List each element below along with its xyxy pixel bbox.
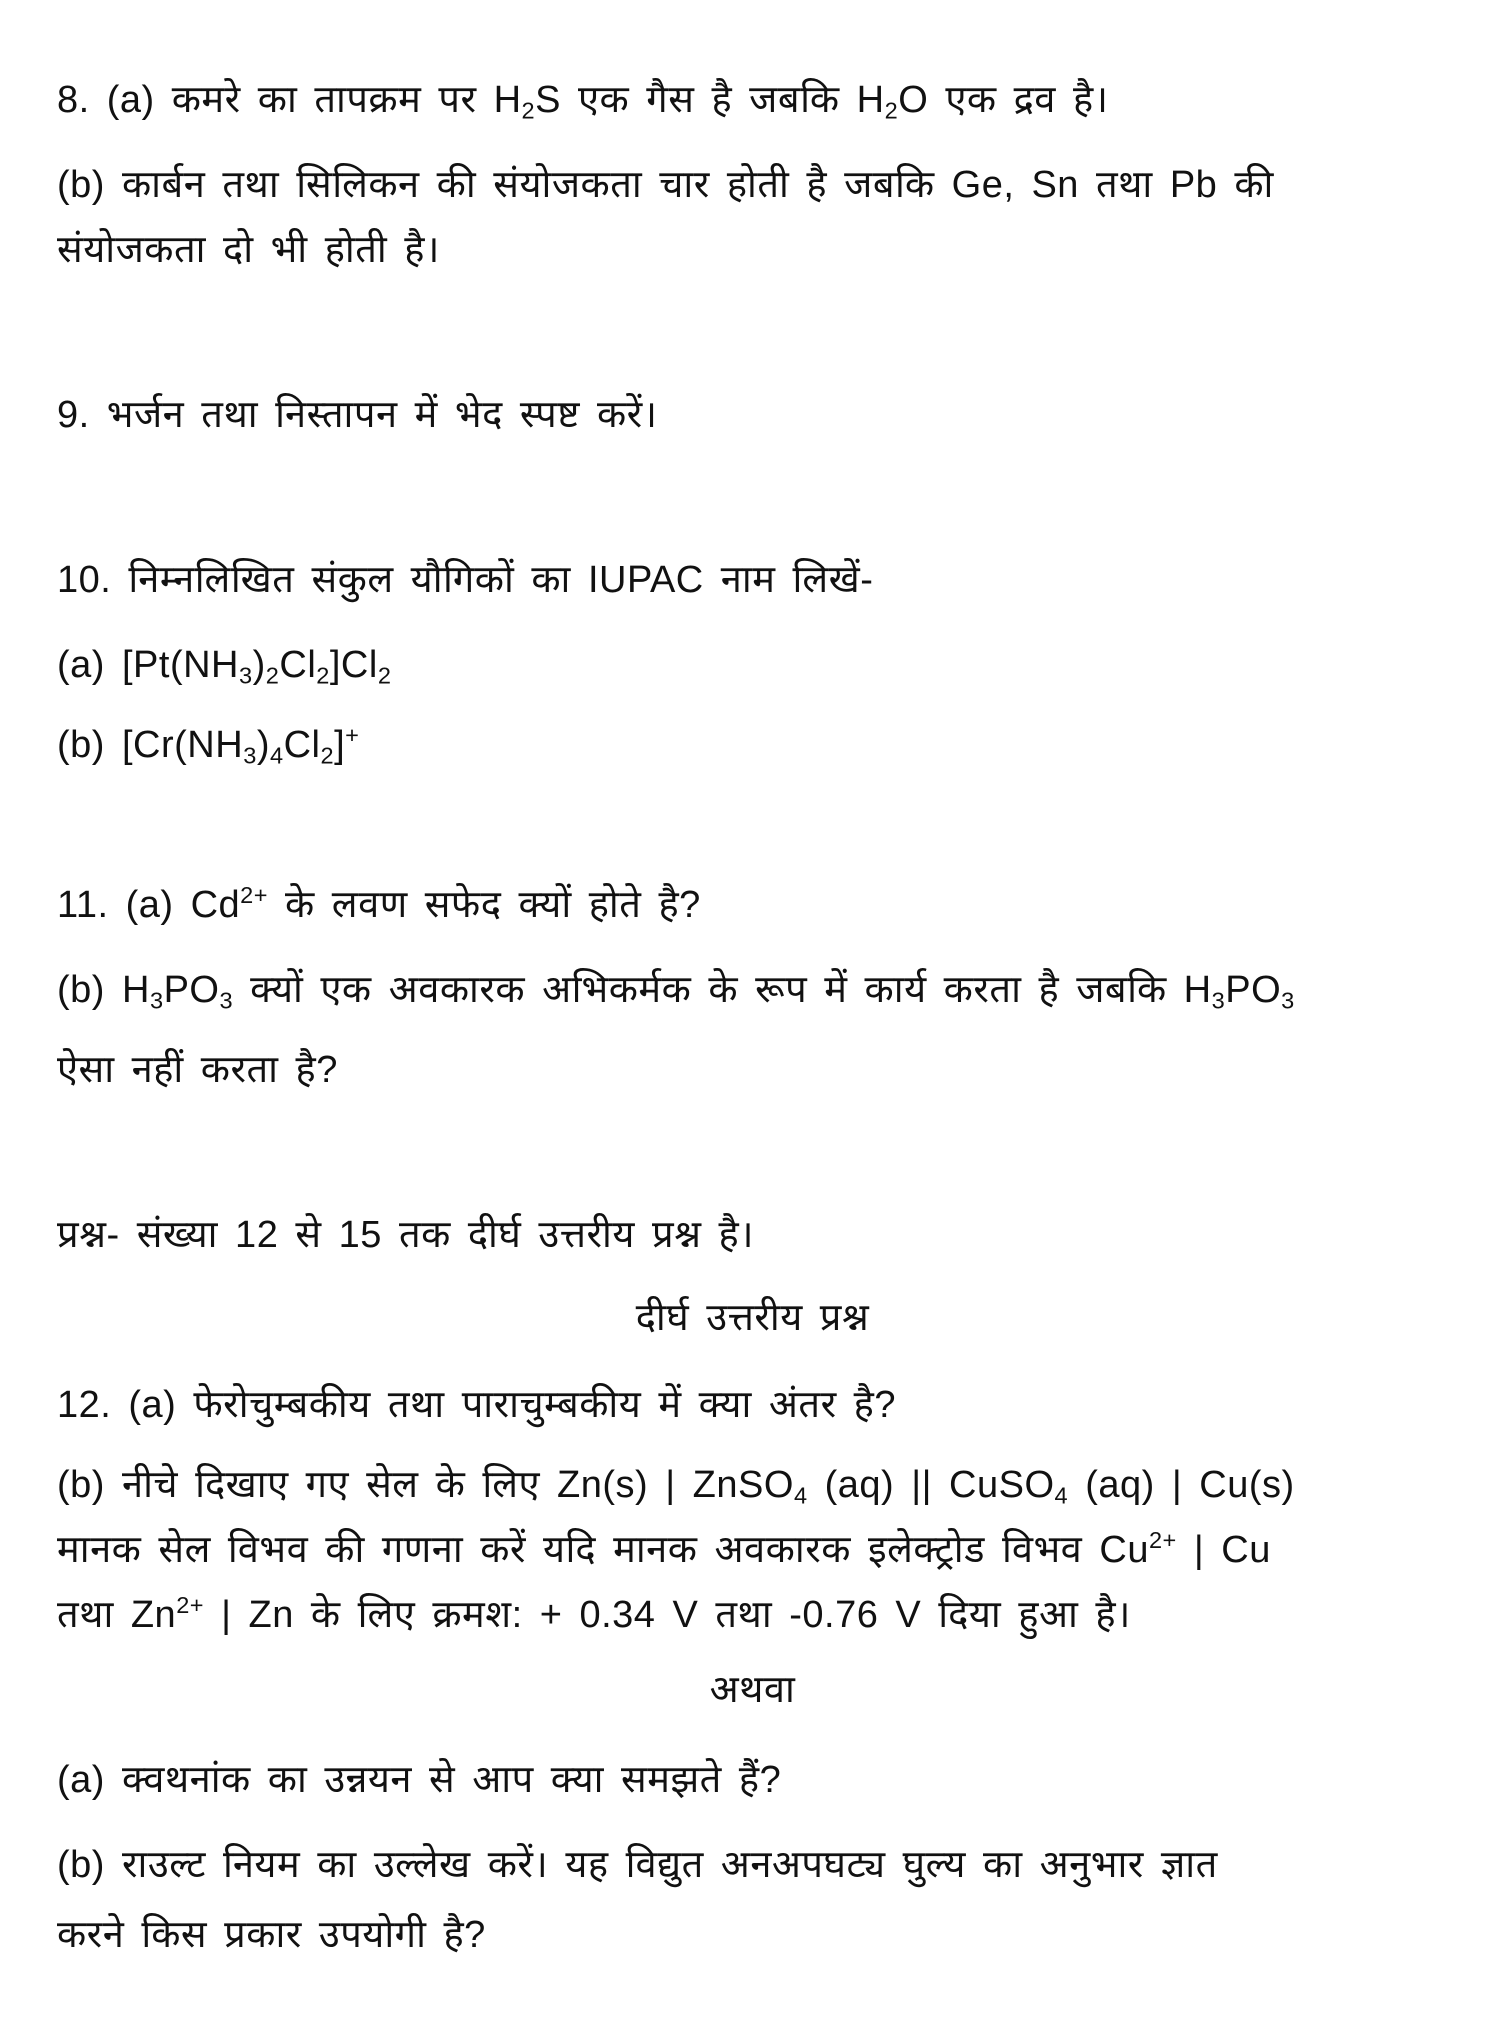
question-10-line-3 <box>57 720 359 770</box>
text-segment: PO <box>1225 969 1282 1011</box>
text-segment: ]Cl <box>329 644 378 686</box>
text-segment: (a) [Pt(NH <box>57 644 239 686</box>
subscript: 4 <box>793 1482 808 1509</box>
question-12-line-3 <box>57 1525 1271 1575</box>
text-segment: (b) [Cr(NH <box>57 724 244 766</box>
question-12-alt-line-2 <box>57 1840 1218 1890</box>
subscript: 2 <box>320 742 335 769</box>
question-11-line-3 <box>57 1045 338 1095</box>
question-12-line-4 <box>57 1590 1131 1640</box>
subscript: 3 <box>243 742 257 769</box>
question-8-line-3 <box>57 225 440 275</box>
text-segment: (b) राउल्ट नियम का उल्लेख करें। यह विद्युत अनअपघट्य घुल्य का अनुभार ज्ञात <box>57 1844 1218 1886</box>
subscript: 2 <box>316 662 330 689</box>
text-segment: क्यों एक अवकारक अभिकर्मक के रूप में कार्य करता है जबकि H <box>233 969 1212 1011</box>
question-note-line-1 <box>57 1210 754 1260</box>
text-segment: 10. निम्नलिखित संकुल यौगिकों का IUPAC नाम लिखें- <box>57 559 874 601</box>
subscript: 3 <box>149 987 164 1014</box>
superscript: 2+ <box>1148 1526 1177 1553</box>
subscript: 2 <box>521 97 536 124</box>
or-separator: अथवा <box>709 1669 796 1711</box>
text-segment: 9. भर्जन तथा निस्तापन में भेद स्पष्ट करें। <box>57 394 658 436</box>
text-segment: (b) नीचे दिखाए गए सेल के लिए Zn(s) | ZnSO <box>57 1464 794 1506</box>
subscript: 4 <box>1054 1482 1069 1509</box>
text-segment: | Zn के लिए क्रमश: + 0.34 V तथा -0.76 V दिया हुआ है। <box>204 1594 1131 1636</box>
question-8-line-2 <box>57 160 1274 210</box>
text-segment: 12. (a) फेरोचुम्बकीय तथा पाराचुम्बकीय में क्या अंतर है? <box>57 1384 896 1426</box>
text-segment: ] <box>334 724 346 766</box>
text-segment: (aq) | Cu(s) <box>1068 1464 1295 1506</box>
subscript: 4 <box>269 742 284 769</box>
text-segment: | Cu <box>1176 1529 1271 1571</box>
text-segment: मानक सेल विभव की गणना करें यदि मानक अवकारक इलेक्ट्रोड विभव Cu <box>57 1529 1149 1571</box>
text-segment: के लवण सफेद क्यों होते है? <box>268 884 701 926</box>
text-segment: प्रश्न- संख्या 12 से 15 तक दीर्घ उत्तरीय प्रश्न है। <box>57 1214 755 1256</box>
text-segment: Cl <box>279 644 317 686</box>
section-heading-long-answer: दीर्घ उत्तरीय प्रश्न <box>635 1297 870 1339</box>
text-segment: करने किस प्रकार उपयोगी है? <box>57 1914 486 1956</box>
question-11-line-1 <box>57 880 701 930</box>
question-12-alt-line-3 <box>57 1910 486 1960</box>
text-segment: 8. (a) कमरे का तापक्रम पर H <box>57 79 522 121</box>
question-12-alt-line-1 <box>57 1755 781 1805</box>
text-segment: संयोजकता दो भी होती है। <box>57 229 440 271</box>
subscript: 3 <box>239 662 253 689</box>
text-segment: Cl <box>283 724 321 766</box>
question-10-line-1 <box>57 555 873 605</box>
question-11-line-2 <box>57 965 1295 1015</box>
text-segment: ऐसा नहीं करता है? <box>57 1049 338 1091</box>
subscript: 3 <box>219 987 234 1014</box>
text-segment: (b) कार्बन तथा सिलिकन की संयोजकता चार होती है जबकि Ge, Sn तथा Pb की <box>57 164 1274 206</box>
question-10-line-2 <box>57 640 391 690</box>
subscript: 3 <box>1211 987 1226 1014</box>
text-segment: ) <box>252 644 266 686</box>
text-segment: O एक द्रव है। <box>898 79 1109 121</box>
superscript: + <box>345 721 360 748</box>
text-segment: (aq) || CuSO <box>807 1464 1055 1506</box>
question-12-line-2 <box>57 1460 1295 1510</box>
text-segment: तथा Zn <box>57 1594 177 1636</box>
text-segment: ) <box>256 724 270 766</box>
subscript: 2 <box>884 97 899 124</box>
superscript: 2+ <box>240 881 268 908</box>
text-segment: 11. (a) Cd <box>57 884 241 926</box>
superscript: 2+ <box>176 1591 205 1618</box>
question-12-line-1 <box>57 1380 896 1430</box>
question-9-line-1 <box>57 390 658 440</box>
text-segment: PO <box>163 969 220 1011</box>
subscript: 2 <box>265 662 280 689</box>
subscript: 2 <box>377 662 392 689</box>
text-segment: (a) क्वथनांक का उन्नयन से आप क्या समझते हैं? <box>57 1759 782 1801</box>
text-segment: S एक गैस है जबकि H <box>535 79 885 121</box>
question-8-line-1 <box>57 75 1109 125</box>
text-segment: (b) H <box>57 969 150 1011</box>
subscript: 3 <box>1281 987 1295 1014</box>
